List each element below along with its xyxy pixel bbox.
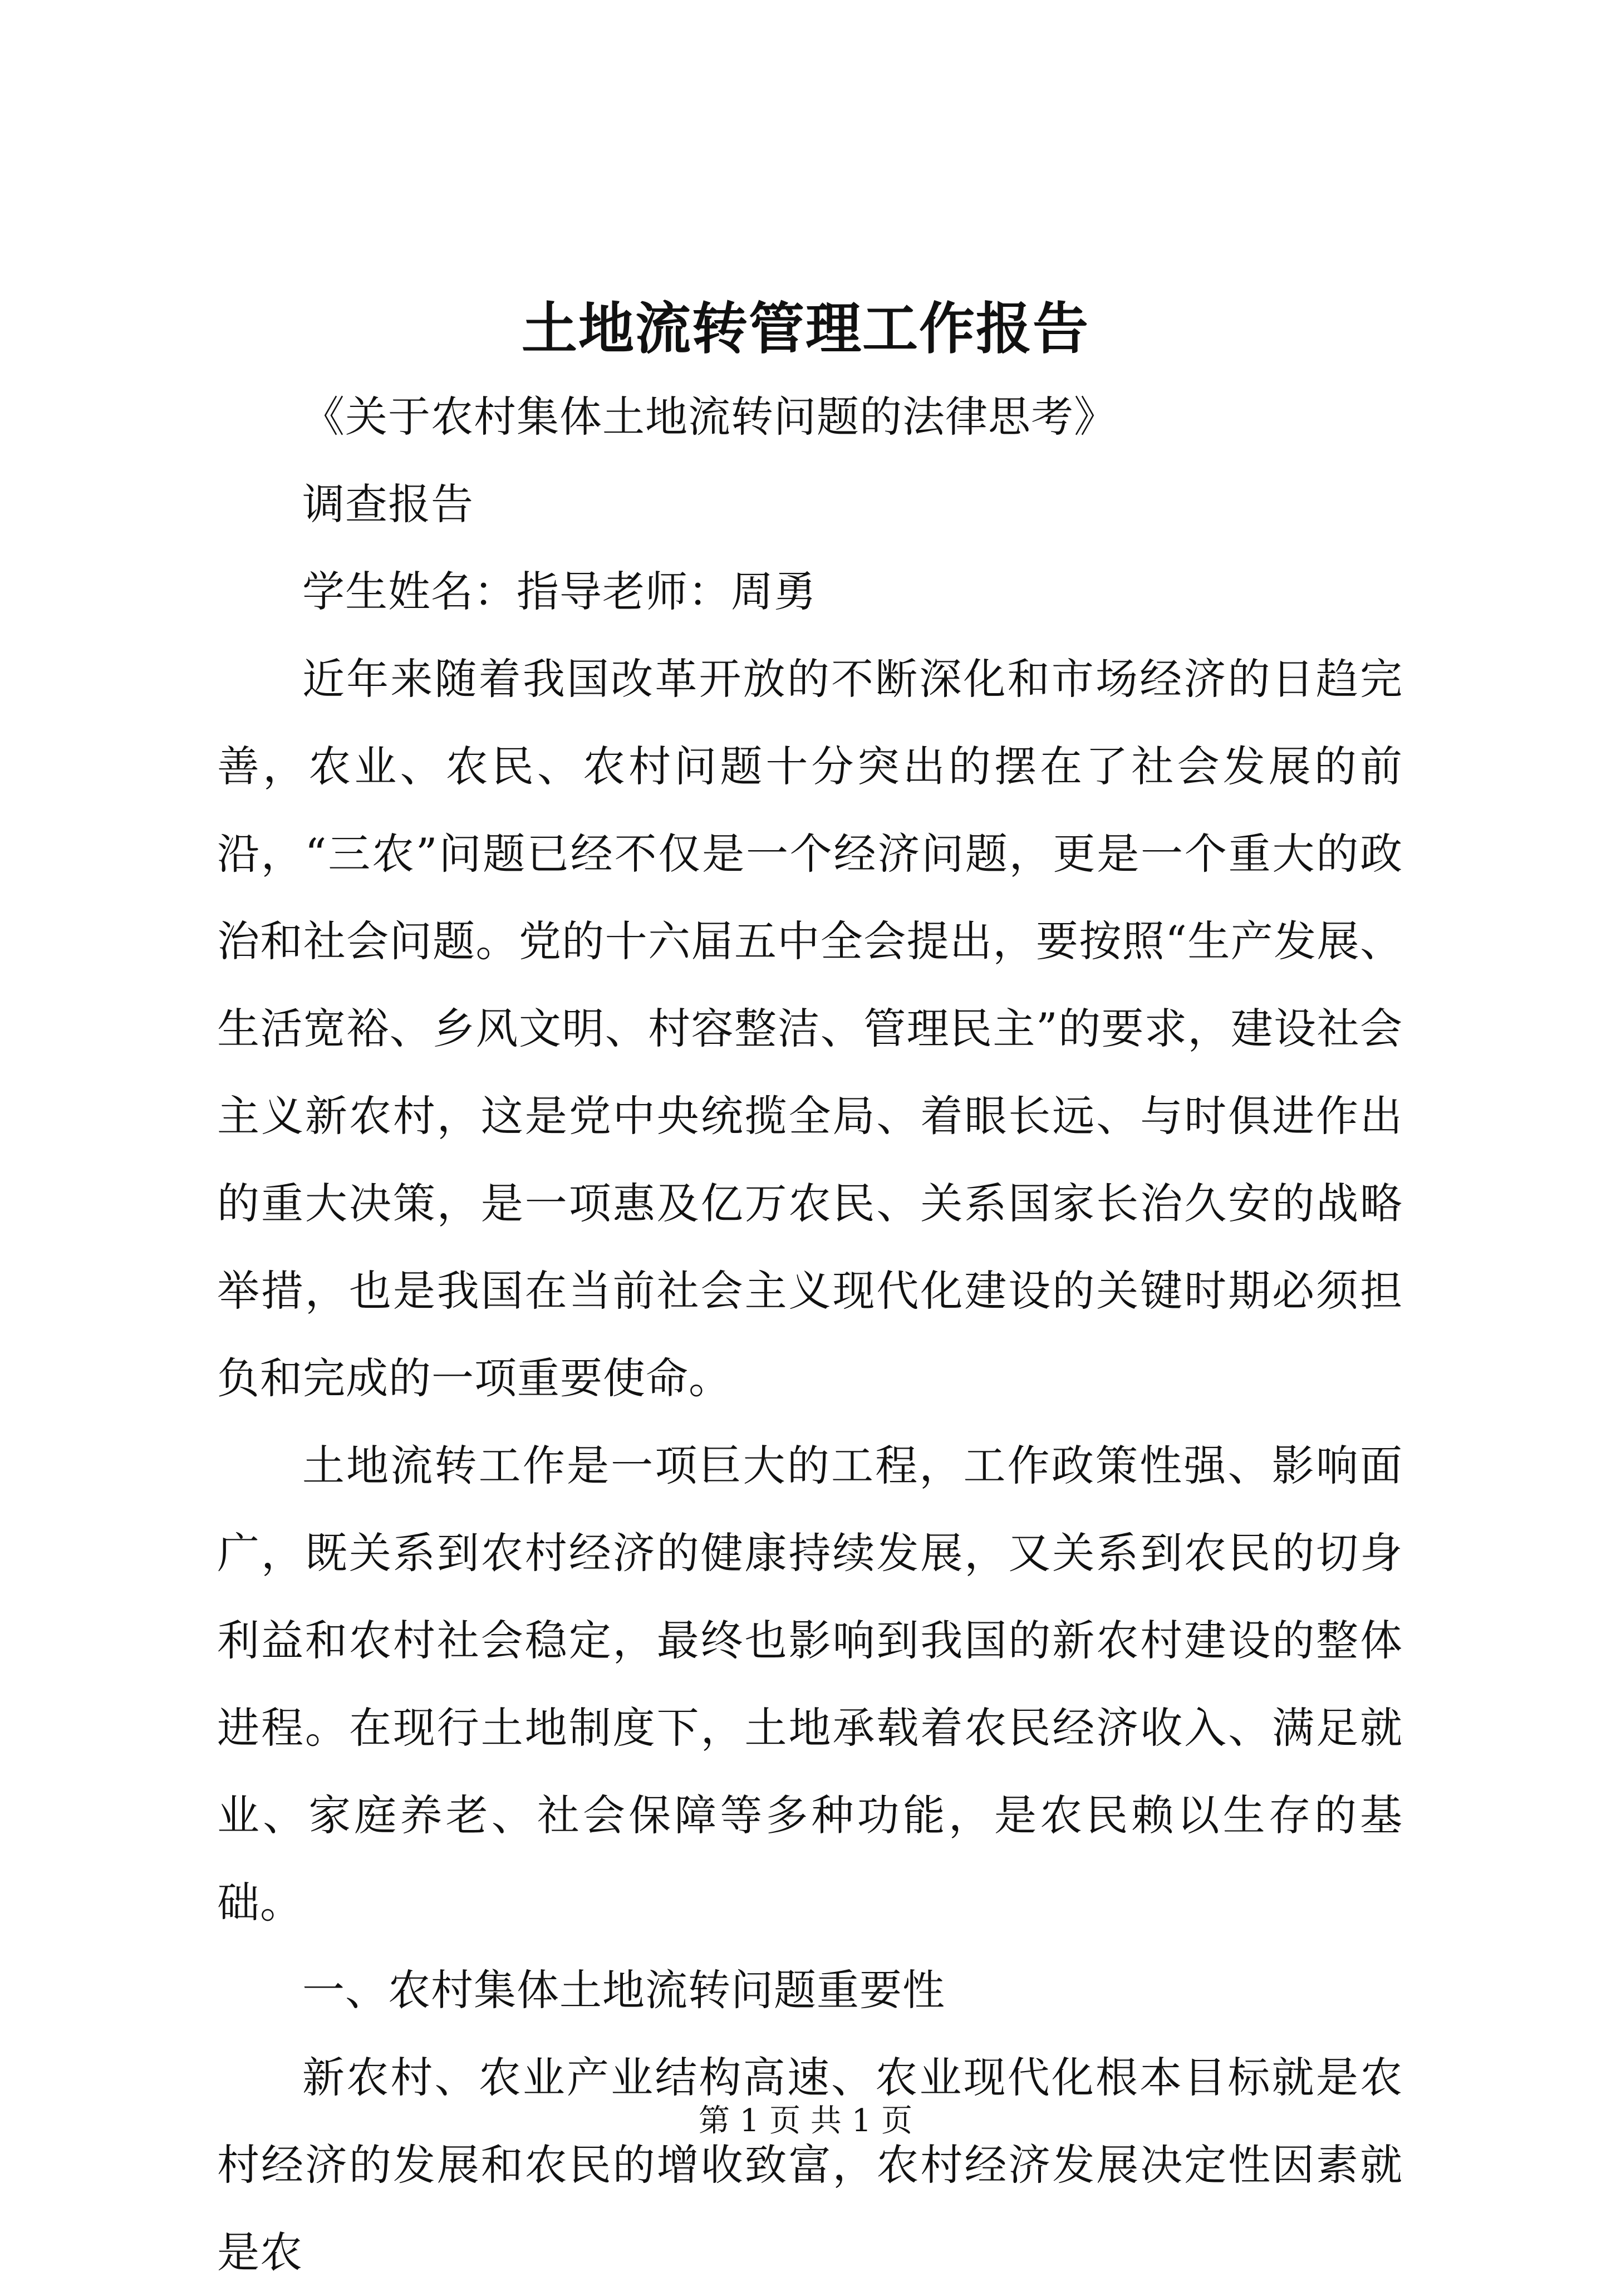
page-footer: 第 1 页 共 1 页 [698, 2103, 913, 2139]
paragraph-intro: 近年来随着我国改革开放的不断深化和市场经济的日趋完善，农业、农民、农村问题十分突出的摆在了社会发展的前沿，“三农”问题已经不仅是一个经济问题，更是一个重大的政治和社会问题。党的十六届五中全会提出，要按照“生产发展、生活宽裕、乡风文明、村容整洁、管理民主”的要求，建设社会主义新农村，这是党中央统揽全局、着眼长远、与时俱进作出的重大决策，是一项惠及亿万农民、关系国家长治久安的战略举措，也是我国在当前社会主义现代化建设的关键时期必须担负和完成的一项重要使命。 [217, 654, 1403, 1403]
paragraph-section-body: 新农村、农业产业结构高速、农业现代化根本目标就是农村经济的发展和农民的增收致富，农村经济发展决定性因素就是农 [217, 2053, 1403, 2277]
paragraph-report-type: 调查报告 [302, 479, 474, 529]
section-heading: 一、农村集体土地流转问题重要性 [302, 1965, 945, 2015]
paragraph-author-line: 学生姓名：指导老师：周勇 [302, 567, 817, 616]
document-title: 土地流转管理工作报告 [522, 296, 1089, 361]
paragraph-land-transfer: 土地流转工作是一项巨大的工程，工作政策性强、影响面广，既关系到农村经济的健康持续发展，又关系到农民的切身利益和农村社会稳定，最终也影响到我国的新农村建设的整体进程。在现行土地制度下，土地承载着农民经济收入、满足就业、家庭养老、社会保障等多种功能，是农民赖以生存的基础。 [217, 1441, 1403, 1927]
paragraph-subtitle: 《关于农村集体土地流转问题的法律思考》 [302, 392, 1117, 441]
document-body [217, 373, 1403, 2296]
